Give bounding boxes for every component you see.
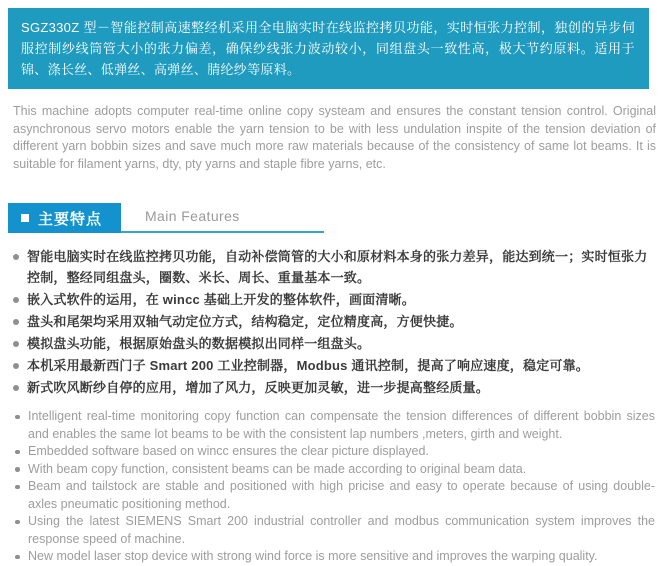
- feature-item-zh: [0, 246, 657, 288]
- feature-text-zh: 智能电脑实时在线监控拷贝功能，自动补偿筒管的大小和原材料本身的张力差异，能达到统一；实时恒张力控制，整经同组盘头，圈数、米长、周长、重量基本一致。: [27, 249, 648, 285]
- feature-item-en: [0, 513, 655, 548]
- bullet-icon: [13, 341, 19, 347]
- section-title-box: [8, 203, 121, 233]
- feature-item-en: [0, 478, 655, 513]
- feature-text-zh: 新式吹风断纱自停的应用，增加了风力，反映更加灵敏，进一步提高整经质量。: [27, 380, 490, 395]
- feature-item-en: [0, 408, 655, 443]
- feature-item-zh: [0, 355, 657, 376]
- bullet-icon: [15, 450, 20, 455]
- feature-item-zh: [0, 333, 657, 354]
- bullet-icon: [15, 520, 20, 525]
- square-bullet-icon: [21, 214, 29, 222]
- bullet-icon: [13, 319, 19, 325]
- feature-text-zh: 盘头和尾架均采用双轴气动定位方式，结构稳定，定位精度高，方便快捷。: [27, 314, 463, 329]
- feature-text-zh: 模拟盘头功能，根据原始盘头的数据模拟出同样一组盘头。: [27, 336, 371, 351]
- feature-item-zh: [0, 289, 657, 310]
- feature-text-en: Embedded software based on wincc ensures the clear picture displayed.: [28, 444, 429, 458]
- feature-text-zh: 嵌入式软件的运用，在 wincc 基础上开发的整体软件，画面清晰。: [27, 292, 415, 307]
- feature-item-zh: [0, 377, 657, 398]
- section-header-main-features: [8, 203, 324, 233]
- feature-list-en: [0, 408, 655, 566]
- bullet-icon: [15, 415, 20, 420]
- intro-paragraph-en: This machine adopts computer real-time online copy systeam and ensures the constant tension control. Original asynchronous servo motors enable the yarn tension to be with less undulation inspite of the tension deviation of different yarn bobbin sizes and save much more raw materials because of the consistency of same lot beams. It is suitable for filament yarns, dty, pty yarns and staple fibre yarns, etc.: [13, 104, 656, 171]
- bullet-icon: [15, 467, 20, 472]
- bullet-icon: [13, 254, 19, 260]
- feature-text-en: New model laser stop device with strong wind force is more sensitive and improves the warping quality.: [28, 549, 598, 563]
- feature-text-en: Intelligent real-time monitoring copy function can compensate the tension differences of different bobbin sizes and enables the same lot beams to be with the consistent lap numbers ,meters, girth and weight.: [28, 409, 655, 441]
- feature-item-zh: [0, 311, 657, 332]
- feature-item-en: [0, 461, 655, 479]
- feature-text-en: Using the latest SIEMENS Smart 200 industrial controller and modbus communication system improves the response speed of machine.: [28, 514, 655, 546]
- feature-text-zh: 本机采用最新西门子 Smart 200 工业控制器，Modbus 通讯控制，提高了响应速度，稳定可靠。: [27, 358, 590, 373]
- bullet-icon: [15, 485, 20, 490]
- feature-text-en: Beam and tailstock are stable and positioned with high pricise and easy to operate because of using double-axles pneumatic positioning method.: [28, 479, 655, 511]
- feature-item-en: [0, 443, 655, 461]
- feature-list-zh: [0, 246, 657, 398]
- section-title-zh: 主要特点: [38, 210, 103, 228]
- intro-banner-zh: SGZ330Z 型－智能控制高速整经机采用全电脑实时在线监控拷贝功能，实时恒张力控制，独创的异步伺服控制纱线筒管大小的张力偏差，确保纱线张力波动较小，同组盘头一致性高，极大节约原料。适用于锦、涤长丝、低弹丝、高弹丝、腈纶纱等原料。: [8, 8, 649, 89]
- bullet-icon: [13, 385, 19, 391]
- bullet-icon: [13, 297, 19, 303]
- section-title-en: Main Features: [145, 208, 240, 224]
- feature-text-en: With beam copy function, consistent beams can be made according to original beam data.: [28, 461, 527, 476]
- bullet-icon: [13, 363, 19, 369]
